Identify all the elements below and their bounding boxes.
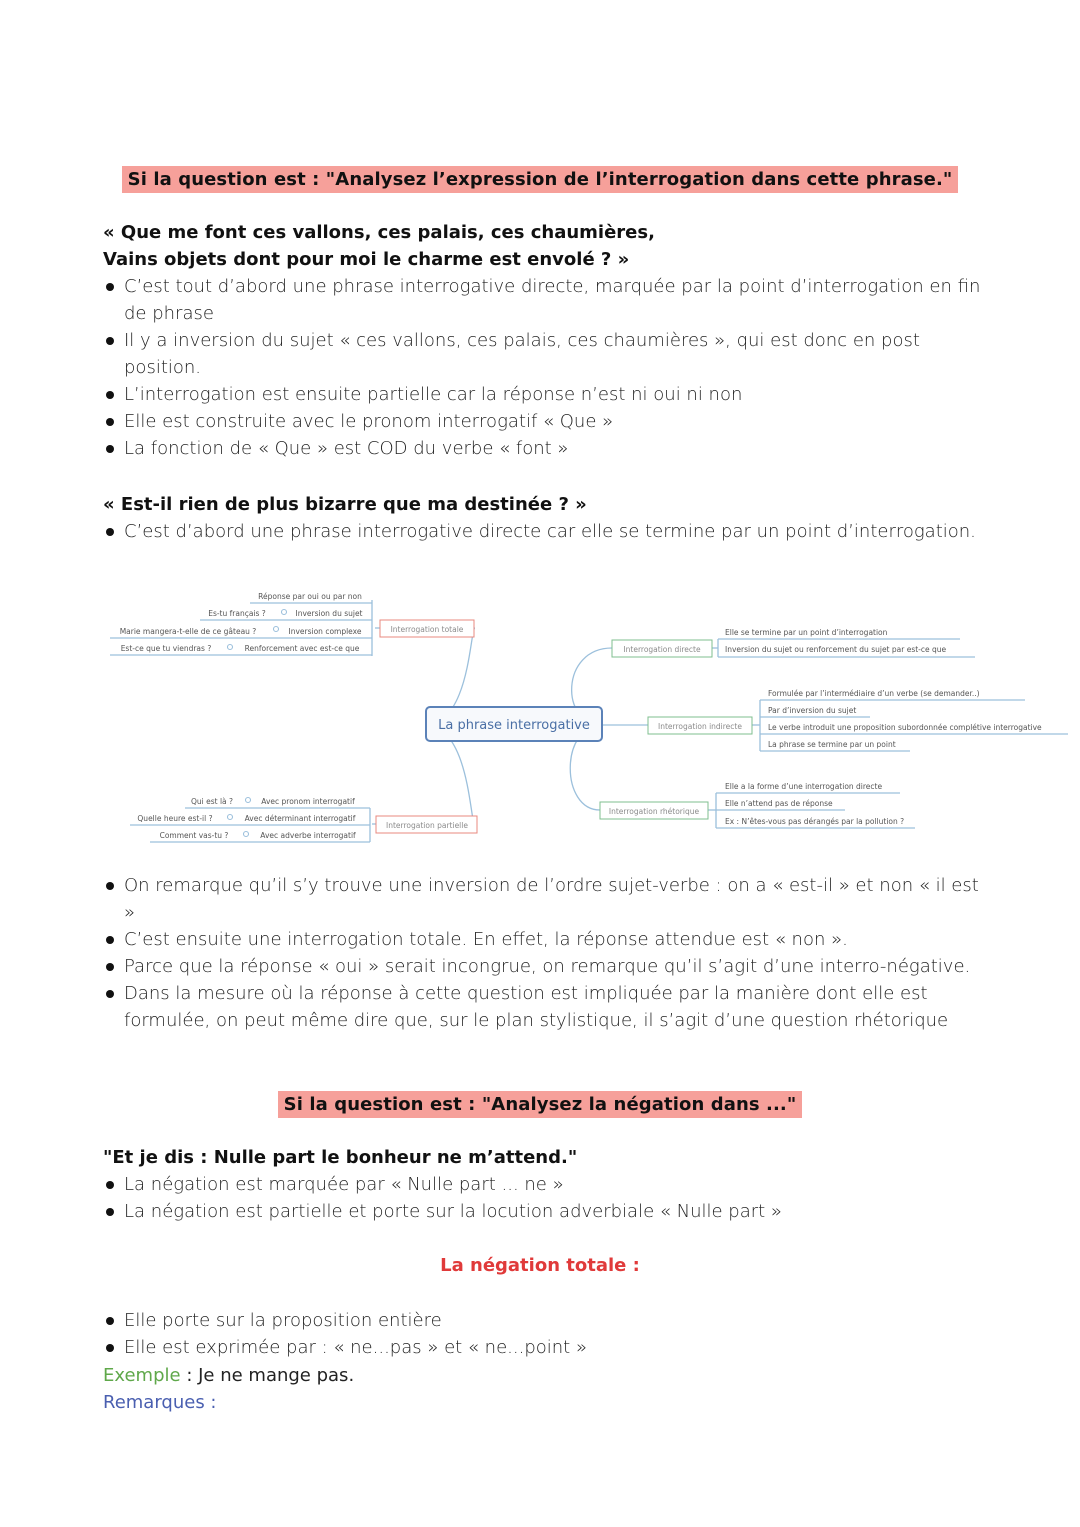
list-item: La fonction de « Que » est COD du verbe « font » — [103, 435, 983, 462]
leaf-text: Est-ce que tu viendras ? — [120, 644, 212, 653]
heading-text: Si la question est : "Analysez la négation dans ..." — [278, 1091, 803, 1118]
leaf-text: Ex : N’êtes-vous pas dérangés par la pollution ? — [725, 817, 905, 826]
negation-totale-title: La négation totale : — [440, 1255, 640, 1276]
leaf-text: Renforcement avec est-ce que — [244, 644, 360, 653]
leaf-text: Formulée par l’intermédiaire d’un verbe (se demander..) — [768, 689, 980, 698]
leaf-text: Marie mangera-t-elle de ce gâteau ? — [119, 627, 257, 636]
mindmap-diagram — [0, 580, 1080, 850]
leaf-text: Inversion du sujet — [295, 609, 363, 618]
example-line — [103, 1362, 354, 1389]
bullet-list-2 — [103, 518, 983, 545]
leaf-text: Inversion du sujet ou renforcement du sujet par est-ce que — [725, 645, 947, 654]
section-heading-interrogation — [0, 166, 1080, 193]
list-item: Dans la mesure où la réponse à cette question est impliquée par la manière dont elle est formulée, on peut même dire que, sur le plan stylistique, il s’agit d’une question rhétorique — [103, 980, 983, 1034]
node-label: Interrogation partielle — [386, 821, 468, 830]
leaf-text: Comment vas-tu ? — [159, 831, 229, 840]
example-text: : Je ne mange pas. — [180, 1365, 355, 1386]
quote-2: « Est-il rien de plus bizarre que ma destinée ? » — [103, 494, 587, 515]
list-item: C’est ensuite une interrogation totale. En effet, la réponse attendue est « non ». — [103, 926, 983, 953]
list-item: L’interrogation est ensuite partielle car la réponse n’est ni oui ni non — [103, 381, 983, 408]
list-item: Parce que la réponse « oui » serait incongrue, on remarque qu’il s’agit d’une interro-négative. — [103, 953, 983, 980]
leaf-text: Avec déterminant interrogatif — [244, 814, 356, 823]
leaf-text: Le verbe introduit une proposition subordonnée complétive interrogative — [768, 723, 1042, 732]
leaf-text: Elle n’attend pas de réponse — [725, 799, 833, 808]
leaf-text: Qui est là ? — [190, 797, 234, 806]
list-item: C’est tout d’abord une phrase interrogative directe, marquée par la point d’interrogation en fin de phrase — [103, 273, 983, 327]
leaf-text: La phrase se termine par un point — [768, 740, 896, 749]
list-item: C’est d’abord une phrase interrogative directe car elle se termine par un point d’interrogation. — [103, 518, 983, 545]
list-item: Elle est construite avec le pronom interrogatif « Que » — [103, 408, 983, 435]
leaf-text: Par d’inversion du sujet — [768, 706, 857, 715]
mindmap-center-label: La phrase interrogative — [438, 718, 590, 733]
bullet-list-5 — [103, 1307, 983, 1361]
quote-1 — [103, 219, 655, 273]
list-item: Elle porte sur la proposition entière — [103, 1307, 983, 1334]
leaf-text: Elle a la forme d’une interrogation directe — [725, 782, 883, 791]
node-label: Interrogation rhétorique — [608, 807, 700, 816]
node-label: Interrogation directe — [623, 645, 701, 654]
bullet-list-1 — [103, 273, 983, 462]
heading-text: Si la question est : "Analysez l’expression de l’interrogation dans cette phrase." — [122, 166, 959, 193]
leaf-text: Réponse par oui ou par non — [258, 592, 362, 601]
node-label: Interrogation totale — [390, 625, 464, 634]
leaf-text: Quelle heure est-il ? — [137, 814, 213, 823]
section-heading-negation — [0, 1091, 1080, 1118]
list-item: Il y a inversion du sujet « ces vallons, ces palais, ces chaumières », qui est donc en post position. — [103, 327, 983, 381]
list-item: La négation est marquée par « Nulle part ... ne » — [103, 1171, 983, 1198]
quote-3: "Et je dis : Nulle part le bonheur ne m’attend." — [103, 1147, 578, 1168]
leaf-text: Avec pronom interrogatif — [261, 797, 355, 806]
bullet-list-3 — [103, 872, 983, 1034]
bullet-list-4 — [103, 1171, 983, 1225]
example-label: Exemple — [103, 1365, 181, 1386]
node-label: Interrogation indirecte — [658, 722, 742, 731]
leaf-text: Avec adverbe interrogatif — [260, 831, 356, 840]
list-item: La négation est partielle et porte sur la locution adverbiale « Nulle part » — [103, 1198, 983, 1225]
list-item: On remarque qu’il s’y trouve une inversion de l’ordre sujet-verbe : on a « est-il » et non « il est » — [103, 872, 983, 926]
leaf-text: Inversion complexe — [288, 627, 362, 636]
quote-1-line-1: « Que me font ces vallons, ces palais, ces chaumières, — [103, 222, 655, 243]
leaf-text: Es-tu français ? — [208, 609, 266, 618]
leaf-text: Elle se termine par un point d’interrogation — [725, 628, 888, 637]
list-item: Elle est exprimée par : « ne...pas » et « ne...point » — [103, 1334, 983, 1361]
remarks-label: Remarques : — [103, 1392, 217, 1413]
quote-1-line-2: Vains objets dont pour moi le charme est envolé ? » — [103, 249, 630, 270]
